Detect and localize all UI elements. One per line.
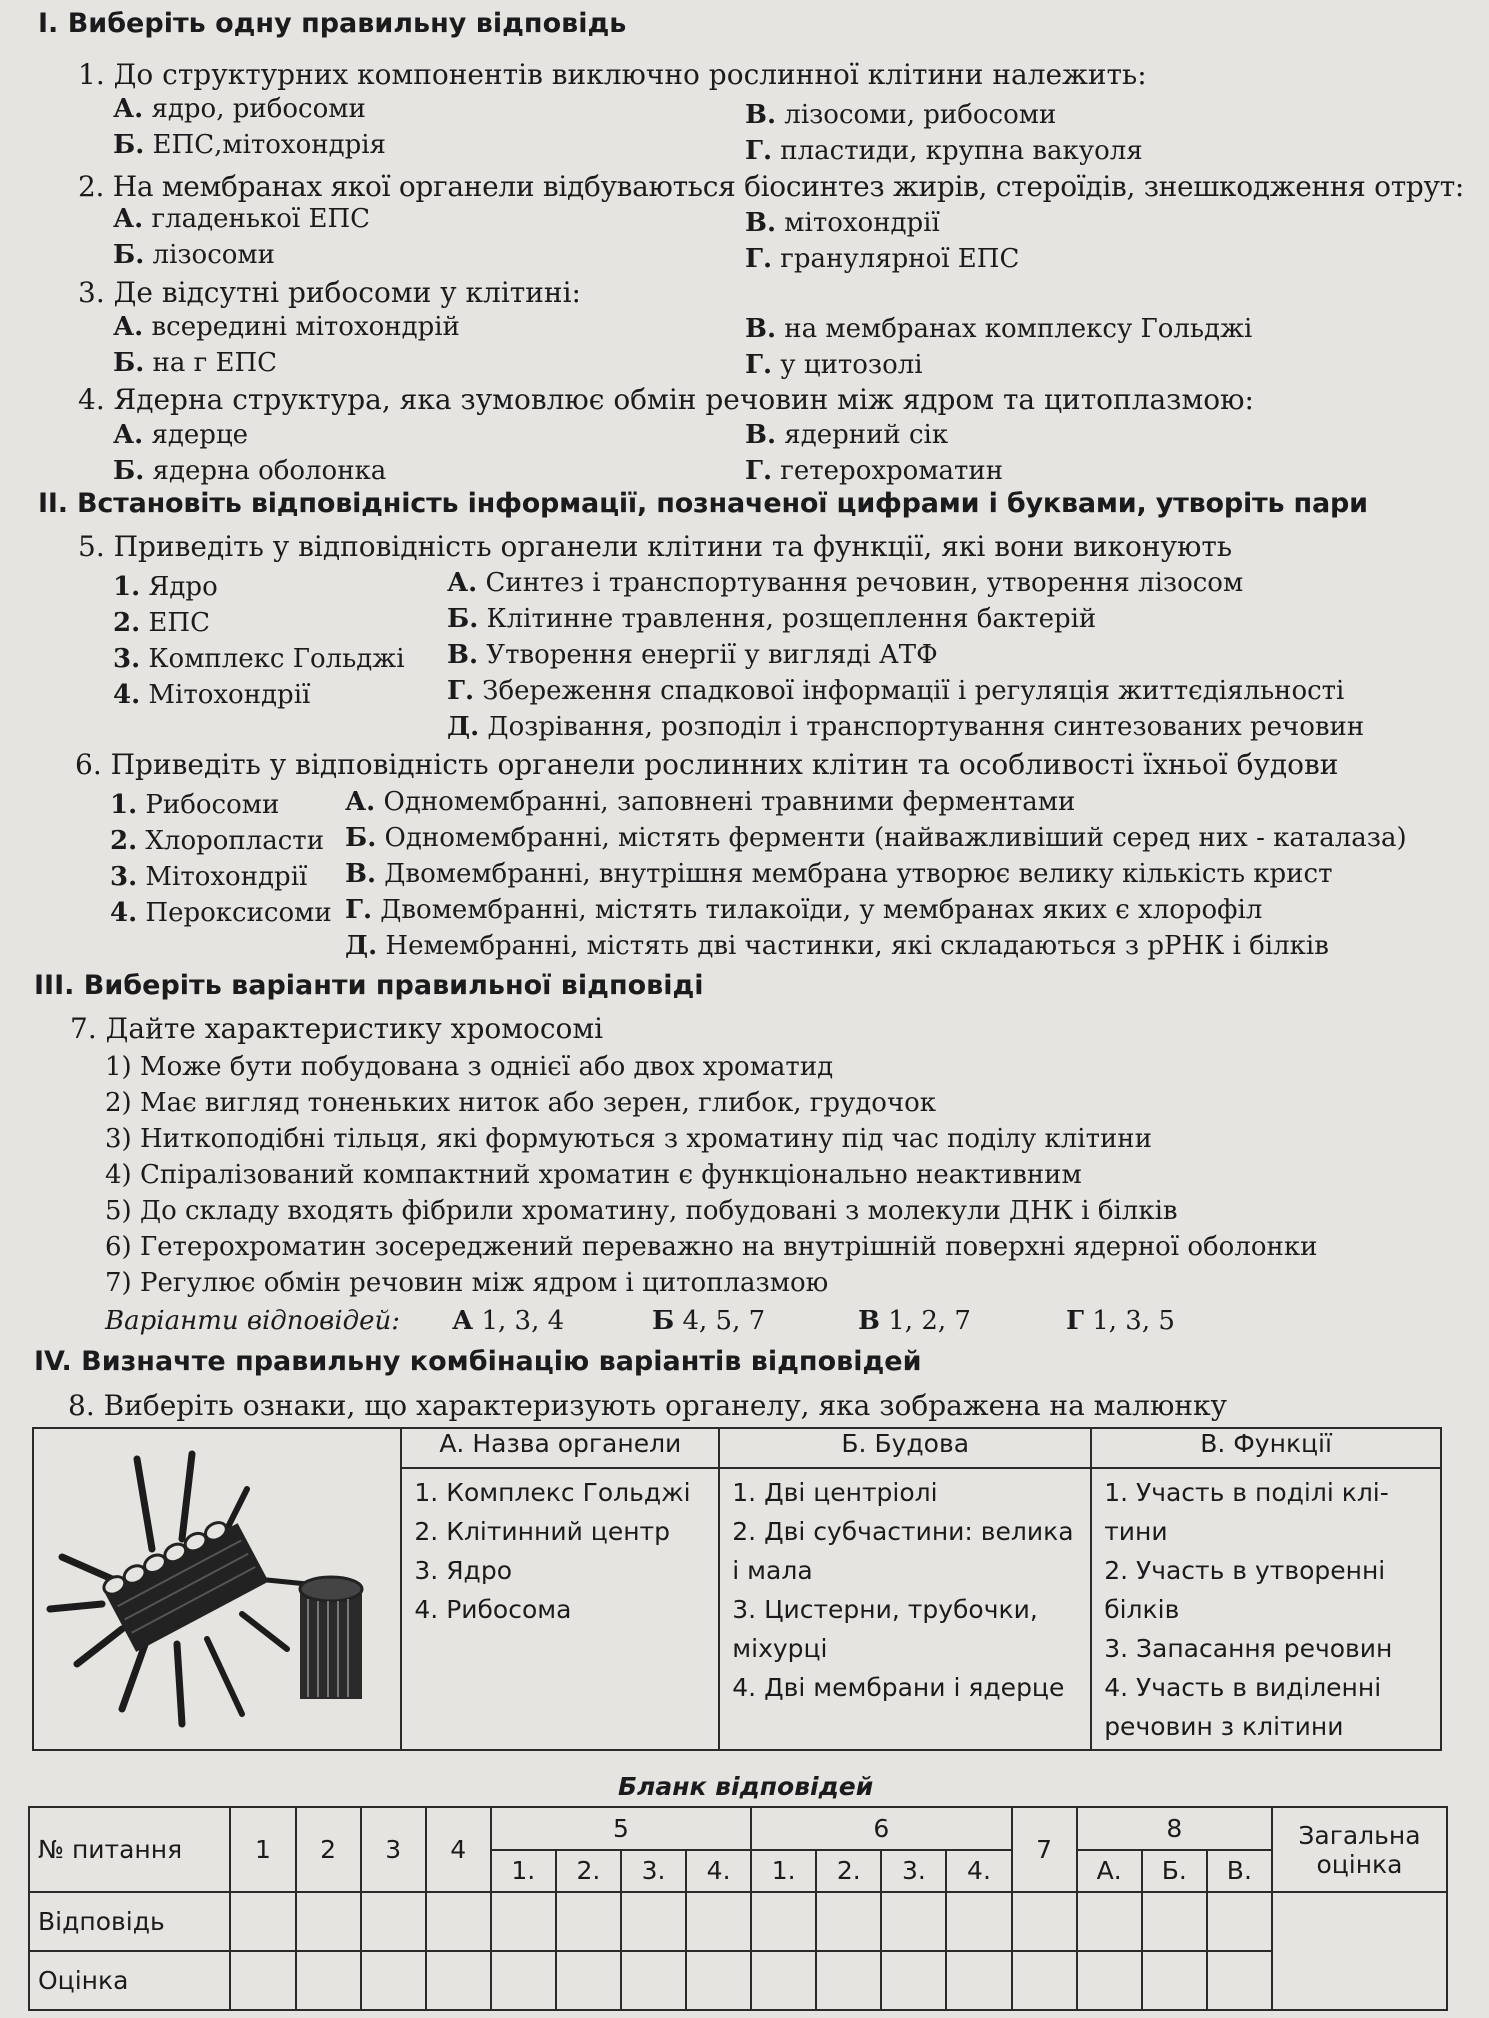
q5-left-3: 3. Комплекс Гольджі: [113, 644, 405, 674]
q5-sub: 4.: [686, 1850, 751, 1893]
q7-variant-b: Б 4, 5, 7: [652, 1306, 766, 1336]
question-5: 5. Приведіть у відповідність органели клітини та функції, які вони виконують: [78, 530, 1233, 563]
grade-cell[interactable]: [621, 1951, 686, 2010]
q4-option-b: Б. ядерна оболонка: [113, 456, 387, 486]
grade-cell[interactable]: [491, 1951, 556, 2010]
header-structure: Б. Будова: [719, 1428, 1091, 1468]
q3-option-b: Б. на г ЕПС: [113, 348, 278, 378]
q6-sub: 2.: [816, 1850, 881, 1893]
q6-right-v: В. Двомембранні, внутрішня мембрана утворює велику кількість крист: [345, 859, 1333, 889]
q6-sub: 4.: [946, 1850, 1011, 1893]
q-col-4: 4: [426, 1807, 491, 1892]
total-grade-header: Загальна оцінка: [1272, 1807, 1447, 1892]
grade-cell[interactable]: [686, 1951, 751, 2010]
col-v-item: білків: [1104, 1595, 1180, 1624]
q6-right-g: Г. Двомембранні, містять тилакоїди, у мембранах яких є хлорофіл: [345, 895, 1263, 925]
q1-option-a: А. ядро, рибосоми: [113, 94, 366, 124]
grade-cell[interactable]: [426, 1951, 491, 2010]
section-1-title: І. Виберіть одну правильну відповідь: [38, 8, 627, 39]
header-name: А. Назва органели: [401, 1428, 719, 1468]
answer-cell[interactable]: [296, 1892, 361, 1951]
q7-item-5: 5) До складу входять фібрили хроматину, побудовані з молекули ДНК і білків: [105, 1196, 1178, 1226]
q7-variant-a: А 1, 3, 4: [452, 1306, 565, 1336]
q6-right-b: Б. Одномембранні, містять ферменти (найважливіший серед них - каталаза): [345, 823, 1407, 853]
grade-cell[interactable]: [946, 1951, 1011, 2010]
q6-right-a: А. Одномембранні, заповнені травними ферментами: [345, 787, 1076, 817]
q-col-5: 5: [491, 1807, 751, 1850]
q6-right-d: Д. Немембранні, містять дві частинки, які складаються з рРНК і білків: [345, 931, 1329, 961]
grade-cell[interactable]: [361, 1951, 426, 2010]
q3-option-a: А. всередині мітохондрій: [113, 312, 460, 342]
col-a-item: 4. Рибосома: [414, 1595, 572, 1624]
q-col-7: 7: [1012, 1807, 1077, 1892]
q5-right-b: Б. Клітинне травлення, розщеплення бактерій: [447, 604, 1097, 634]
answer-cell[interactable]: [1142, 1892, 1207, 1951]
q6-sub: 1.: [751, 1850, 816, 1893]
q6-left-3: 3. Мітохондрії: [110, 862, 308, 892]
q6-left-1: 1. Рибосоми: [110, 790, 280, 820]
q8-sub: А.: [1077, 1850, 1142, 1893]
answer-cell[interactable]: [686, 1892, 751, 1951]
q6-left-2: 2. Хлоропласти: [110, 826, 325, 856]
col-a-cell: [401, 1468, 719, 1750]
q5-sub: 3.: [621, 1850, 686, 1893]
q5-right-v: В. Утворення енергії у вигляді АТФ: [447, 640, 938, 670]
grade-cell[interactable]: [881, 1951, 946, 2010]
col-b-item: 1. Дві центріолі: [732, 1478, 938, 1507]
q5-sub: 1.: [491, 1850, 556, 1893]
q3-option-v: В. на мембранах комплексу Гольджі: [745, 314, 1253, 344]
answer-cell[interactable]: [881, 1892, 946, 1951]
section-2-title: ІІ. Встановіть відповідність інформації, позначеної цифрами і буквами, утворіть пари: [38, 488, 1368, 519]
question-4: 4. Ядерна структура, яка зумовлює обмін речовин між ядром та цитоплазмою:: [78, 383, 1254, 416]
col-b-item: 3. Цистерни, трубочки,: [732, 1595, 1038, 1624]
grade-cell[interactable]: [816, 1951, 881, 2010]
answer-cell[interactable]: [751, 1892, 816, 1951]
question-1: 1. До структурних компонентів виключно рослинної клітини належить:: [78, 58, 1147, 91]
q7-item-7: 7) Регулює обмін речовин між ядром і цитоплазмою: [105, 1268, 829, 1298]
q5-right-d: Д. Дозрівання, розподіл і транспортування синтезованих речовин: [447, 712, 1365, 742]
q5-sub: 2.: [556, 1850, 621, 1893]
q1-option-g: Г. пластиди, крупна вакуоля: [745, 136, 1143, 166]
q4-option-a: А. ядерце: [113, 420, 249, 450]
q2-option-a: А. гладенької ЕПС: [113, 204, 371, 234]
answer-cell[interactable]: [230, 1892, 295, 1951]
centrosome-drawing-icon: [42, 1439, 402, 1739]
question-3: 3. Де відсутні рибосоми у клітині:: [78, 276, 581, 309]
total-grade-cell[interactable]: [1272, 1892, 1447, 2010]
organelle-image-cell: [33, 1428, 401, 1750]
answer-cell[interactable]: [426, 1892, 491, 1951]
answer-sheet-table: [28, 1806, 1448, 2011]
grade-cell[interactable]: [1012, 1951, 1077, 2010]
section-3-title: ІІІ. Виберіть варіанти правильної відповіді: [34, 970, 704, 1001]
q-col-3: 3: [361, 1807, 426, 1892]
q-col-6: 6: [751, 1807, 1011, 1850]
grade-cell[interactable]: [751, 1951, 816, 2010]
answer-cell[interactable]: [491, 1892, 556, 1951]
q4-option-v: В. ядерний сік: [745, 420, 949, 450]
col-a-item: 1. Комплекс Гольджі: [414, 1478, 691, 1507]
q8-sub: Б.: [1142, 1850, 1207, 1893]
col-a-item: 2. Клітинний центр: [414, 1517, 670, 1546]
col-v-item: 1. Участь в поділі клі-: [1104, 1478, 1389, 1507]
col-a-item: 3. Ядро: [414, 1556, 513, 1585]
answer-sheet-title: Бланк відповідей: [618, 1772, 874, 1801]
grade-cell[interactable]: [1077, 1951, 1142, 2010]
header-functions: В. Функції: [1091, 1428, 1441, 1468]
question-2: 2. На мембранах якої органели відбуваються біосинтез жирів, стероїдів, знешкодження отрут:: [78, 170, 1465, 203]
col-v-item: 3. Запасання речовин: [1104, 1634, 1393, 1663]
col-v-item: речовин з клітини: [1104, 1712, 1344, 1741]
answer-cell[interactable]: [621, 1892, 686, 1951]
grade-cell[interactable]: [296, 1951, 361, 2010]
answer-cell[interactable]: [946, 1892, 1011, 1951]
q7-item-2: 2) Має вигляд тоненьких ниток або зерен, глибок, грудочок: [105, 1088, 937, 1118]
q7-item-1: 1) Може бути побудована з однієї або двох хроматид: [105, 1052, 834, 1082]
answer-cell[interactable]: [361, 1892, 426, 1951]
q6-left-4: 4. Пероксисоми: [110, 898, 332, 928]
q7-variants-label: Варіанти відповідей:: [105, 1306, 401, 1336]
col-v-item: 4. Участь в виділенні: [1104, 1673, 1382, 1702]
col-v-item: 2. Участь в утворенні: [1104, 1556, 1386, 1585]
q7-variant-v: В 1, 2, 7: [858, 1306, 971, 1336]
col-v-cell: [1091, 1468, 1441, 1750]
q5-left-4: 4. Мітохондрії: [113, 680, 311, 710]
grade-cell[interactable]: [230, 1951, 295, 2010]
answer-cell[interactable]: [1207, 1892, 1272, 1951]
answer-cell[interactable]: [816, 1892, 881, 1951]
grade-cell[interactable]: [1142, 1951, 1207, 2010]
q2-option-v: В. мітохондрії: [745, 208, 940, 238]
question-7: 7. Дайте характеристику хромосомі: [70, 1012, 604, 1045]
q-col-2: 2: [296, 1807, 361, 1892]
answer-cell[interactable]: [1077, 1892, 1142, 1951]
q8-sub: В.: [1207, 1850, 1272, 1893]
col-b-cell: [719, 1468, 1091, 1750]
q-col-8: 8: [1077, 1807, 1272, 1850]
question-number-label: № питання: [29, 1807, 230, 1892]
grade-cell[interactable]: [556, 1951, 621, 2010]
col-b-item: міхурці: [732, 1634, 828, 1663]
q1-option-v: В. лізосоми, рибосоми: [745, 100, 1057, 130]
q5-right-g: Г. Збереження спадкової інформації і регуляція життєдіяльності: [447, 676, 1345, 706]
q6-sub: 3.: [881, 1850, 946, 1893]
q-col-1: 1: [230, 1807, 295, 1892]
question-8: 8. Виберіть ознаки, що характеризують органелу, яка зображена на малюнку: [68, 1389, 1227, 1422]
question-8-table: [32, 1427, 1442, 1751]
grade-row-label: Оцінка: [29, 1951, 230, 2010]
q2-option-b: Б. лізосоми: [113, 240, 275, 270]
answer-cell[interactable]: [1012, 1892, 1077, 1951]
q3-option-g: Г. у цитозолі: [745, 350, 923, 380]
question-6: 6. Приведіть у відповідність органели рослинних клітин та особливості їхньої будови: [75, 748, 1339, 781]
q5-left-1: 1. Ядро: [113, 572, 218, 602]
answer-cell[interactable]: [556, 1892, 621, 1951]
q4-option-g: Г. гетерохроматин: [745, 456, 1004, 486]
col-b-item: і мала: [732, 1556, 813, 1585]
q2-option-g: Г. гранулярної ЕПС: [745, 244, 1020, 274]
answer-row-label: Відповідь: [29, 1892, 230, 1951]
col-b-item: 4. Дві мембрани і ядерце: [732, 1673, 1065, 1702]
grade-cell[interactable]: [1207, 1951, 1272, 2010]
q5-left-2: 2. ЕПС: [113, 608, 210, 638]
q5-right-a: А. Синтез і транспортування речовин, утворення лізосом: [447, 568, 1244, 598]
q1-option-b: Б. ЕПС,мітохондрія: [113, 130, 386, 160]
col-v-item: тини: [1104, 1517, 1168, 1546]
col-b-item: 2. Дві субчастини: велика: [732, 1517, 1074, 1546]
section-4-title: IV. Визначте правильну комбінацію варіантів відповідей: [34, 1346, 922, 1377]
q7-item-3: 3) Ниткоподібні тільця, які формуються з хроматину під час поділу клітини: [105, 1124, 1152, 1154]
q7-item-6: 6) Гетерохроматин зосереджений переважно на внутрішній поверхні ядерної оболонки: [105, 1232, 1318, 1262]
q7-item-4: 4) Спіралізований компактний хроматин є функціонально неактивним: [105, 1160, 1082, 1190]
q7-variant-g: Г 1, 3, 5: [1066, 1306, 1175, 1336]
